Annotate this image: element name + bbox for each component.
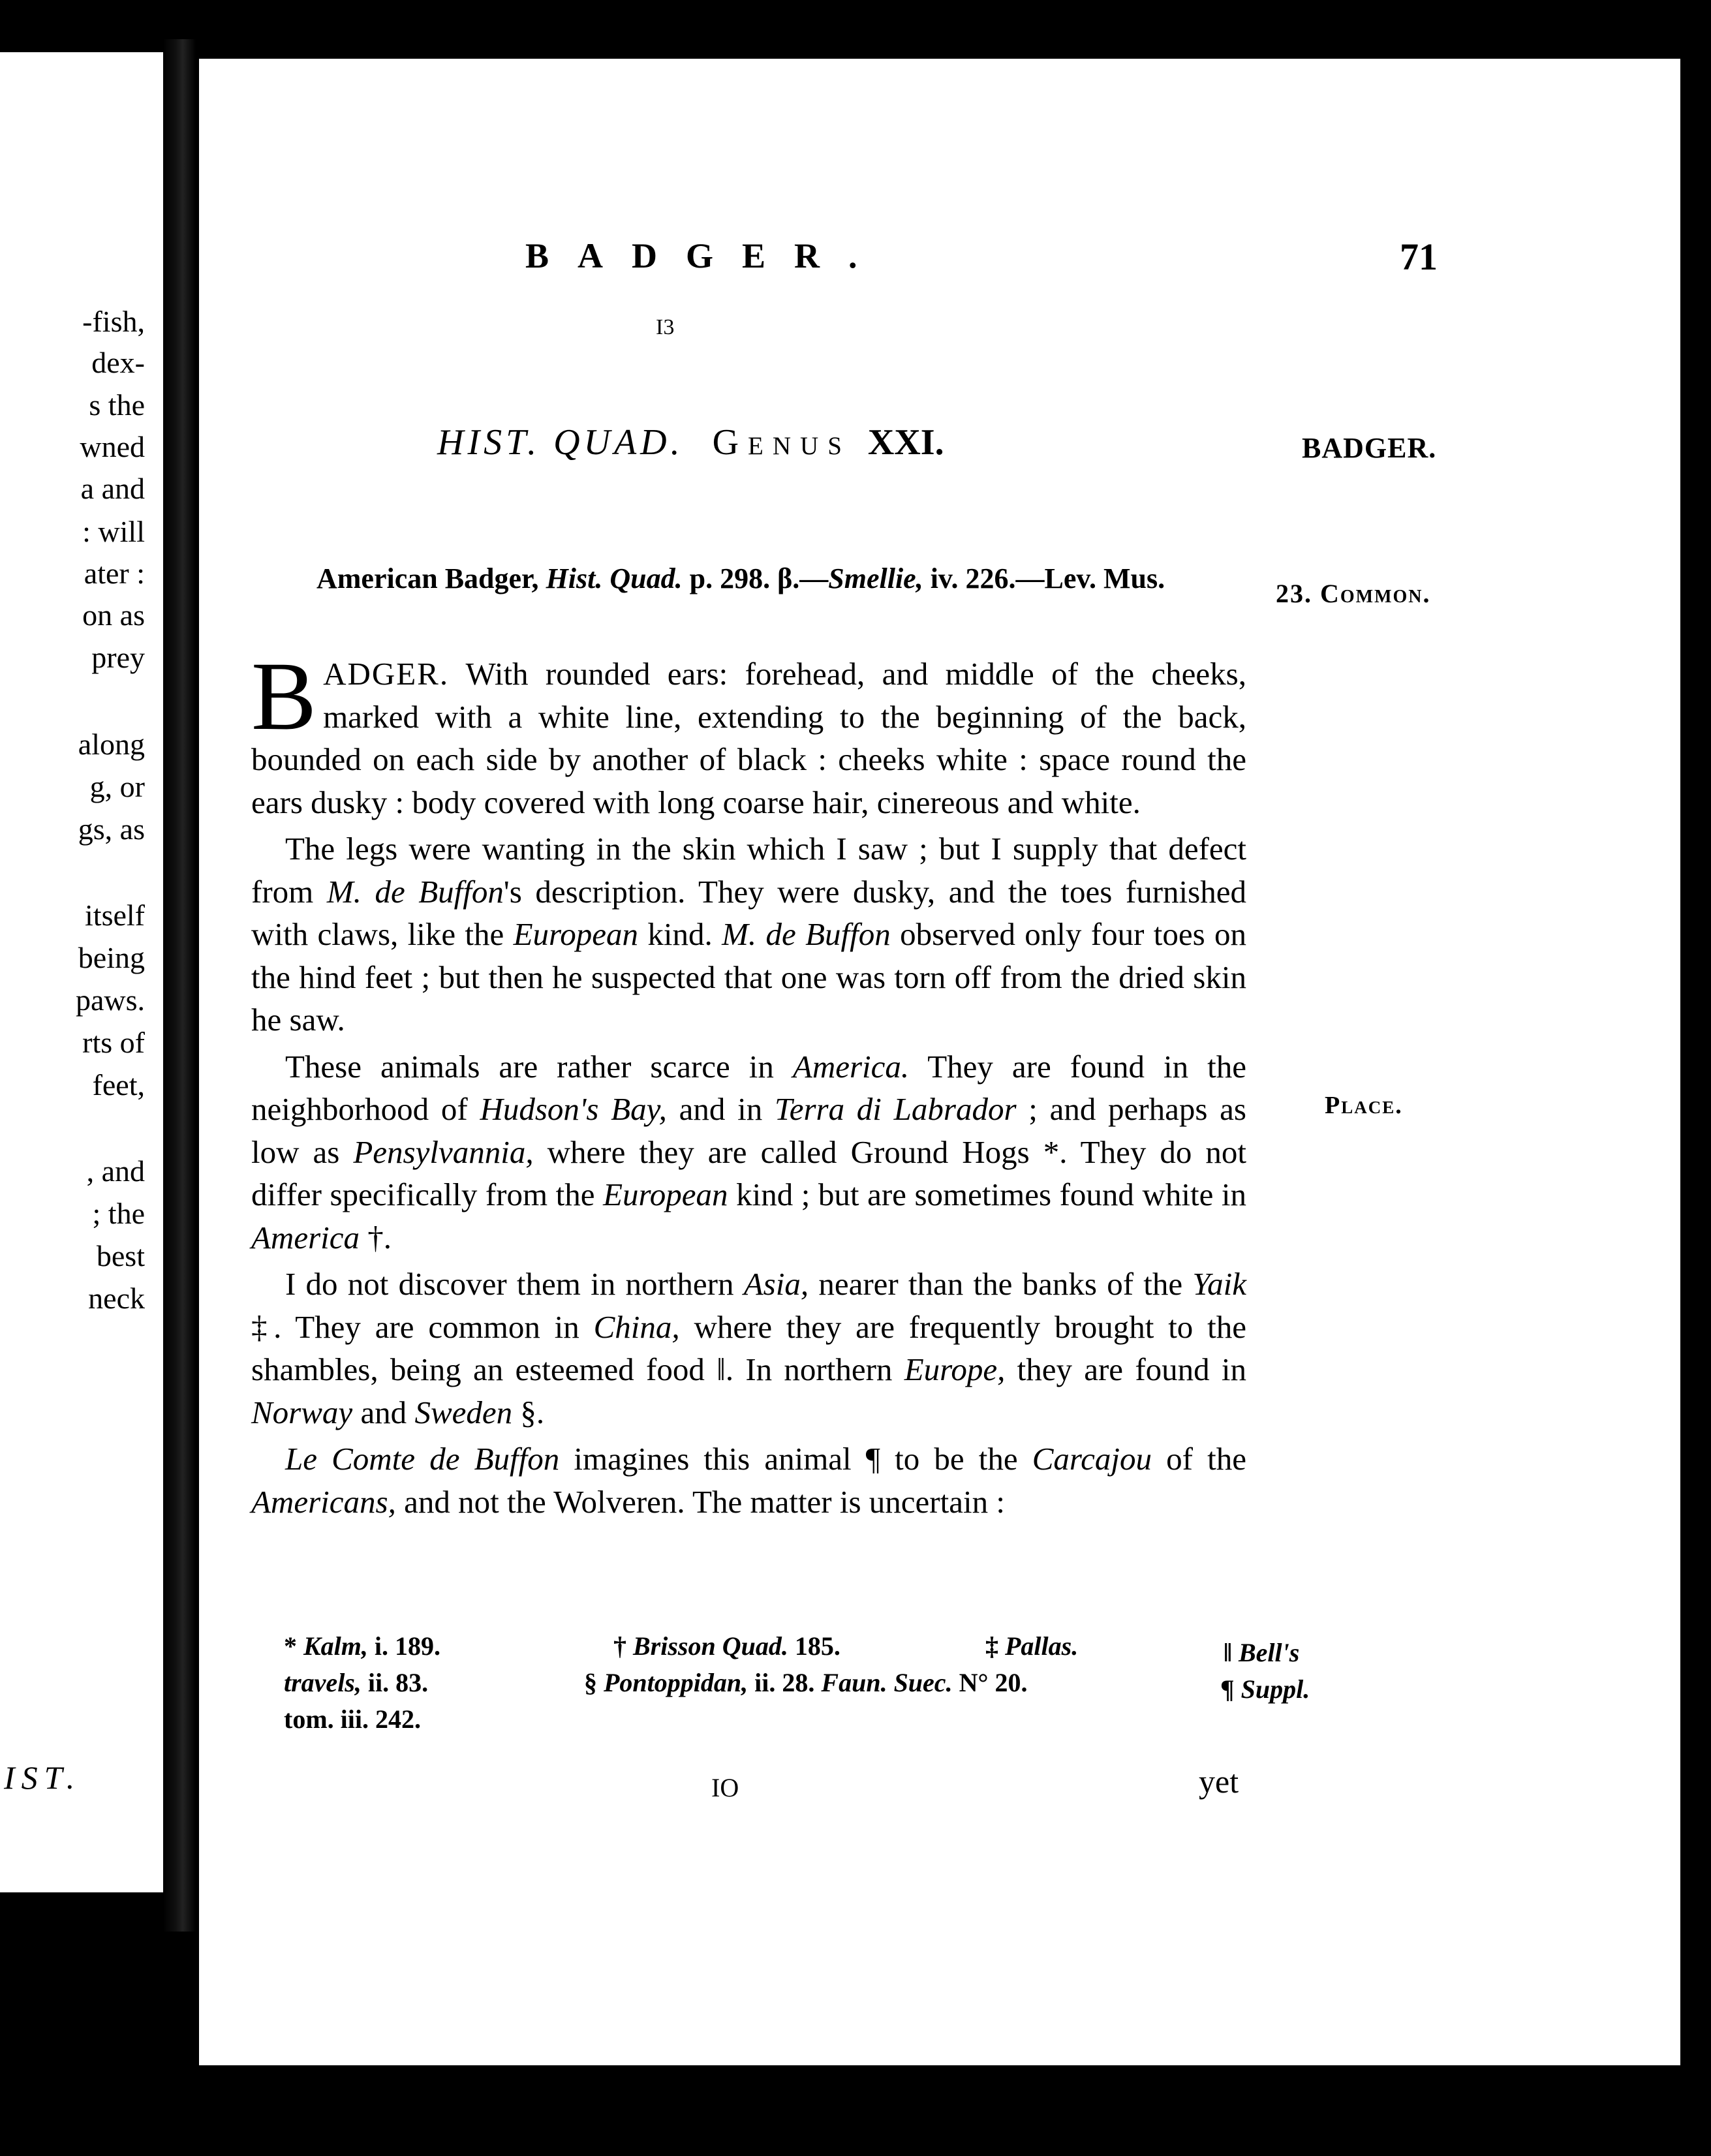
italic-run: M. de Buffon xyxy=(326,873,504,910)
footnote-italic: Suppl. xyxy=(1241,1674,1310,1704)
ink-mark: I3 xyxy=(656,315,675,339)
left-page-line: itself xyxy=(85,899,145,932)
text-run: and in xyxy=(666,1091,775,1127)
footnote-italic: Kalm, xyxy=(303,1631,368,1661)
left-page-line: along xyxy=(78,728,145,761)
footnote-text: ii. 28. xyxy=(748,1668,822,1697)
italic-run: M. de Buffon xyxy=(722,916,891,952)
margin-place-label: Place. xyxy=(1325,1092,1403,1119)
footnote-bell xyxy=(1224,1635,1299,1671)
left-page-line: wned xyxy=(80,430,145,463)
paragraph-place xyxy=(251,1045,1246,1259)
italic-run: Americans, xyxy=(251,1483,396,1520)
left-page-line: -fish, xyxy=(82,305,145,338)
italic-run: European xyxy=(603,1177,728,1212)
drop-cap: B xyxy=(251,642,317,750)
footnote-mark: § xyxy=(584,1668,604,1697)
left-page-line: paws. xyxy=(75,983,145,1017)
footnote-mark: ¶ xyxy=(1220,1674,1241,1704)
text-run: I do not discover them in northern xyxy=(285,1266,744,1302)
footnote-mark: * xyxy=(284,1631,303,1661)
text-run: §. xyxy=(512,1394,545,1430)
genus-label: Genus xyxy=(712,422,851,463)
text-run: and xyxy=(352,1394,415,1430)
text-run: With rounded ears: forehead, and middle of the cheeks, marked with a white line, extending to the beginning of the back, bounded on each side by another of black : cheeks white : space round the ears dusky : body covered with long coarse hair, cinereous and white. xyxy=(251,656,1246,820)
footnote-suppl xyxy=(1220,1671,1310,1708)
running-head: BADGER. xyxy=(525,236,886,275)
footnote-pallas xyxy=(985,1628,1078,1665)
text-run: ; and perhaps as low as xyxy=(251,1091,1246,1170)
text-run: where they are called Ground Hogs *. They do not differ specifically from the xyxy=(251,1133,1246,1212)
left-page-line: s the xyxy=(89,388,145,422)
footnote-text: i. 189. xyxy=(367,1631,441,1661)
text-run: ‡. They are common in xyxy=(251,1308,594,1345)
footnote-mark: ‡ xyxy=(985,1631,1005,1661)
margin-species-label: 23. Common. xyxy=(1276,579,1431,608)
italic-run: America. xyxy=(792,1048,910,1085)
hist-quad-label: HIST. QUAD. xyxy=(437,422,684,463)
text-run: they are found in xyxy=(1005,1351,1246,1387)
italic-run: Terra di Labrador xyxy=(774,1091,1017,1127)
footnote-italic: Faun. Suec. xyxy=(821,1668,953,1697)
footnote-italic: Pontoppidan, xyxy=(604,1668,748,1697)
left-page-line: gs, as xyxy=(78,812,145,846)
footnote-brisson xyxy=(613,1628,840,1665)
text-run: where they are frequently brought to the shambles, being an esteemed food ‖. In northern xyxy=(251,1308,1246,1387)
italic-run: Norway xyxy=(251,1394,353,1430)
text-run: and not the Wolveren. The matter is uncertain : xyxy=(395,1483,1005,1520)
body-text xyxy=(251,642,1246,1523)
left-page-line: ater : xyxy=(84,557,145,590)
footnote-text: ii. 83. xyxy=(361,1668,429,1697)
synonymy-text: American Badger, xyxy=(316,562,546,594)
left-page-line: prey xyxy=(91,641,145,674)
text-run: †. xyxy=(360,1219,392,1255)
text-run: kind ; but are sometimes found white in xyxy=(728,1177,1246,1212)
text-run: The legs were wanting in the skin which I saw ; but I supply that defect from xyxy=(251,831,1246,910)
italic-run: Carcajou xyxy=(1032,1441,1152,1477)
synonymy-italic: Smellie, xyxy=(828,562,923,594)
catchword: yet xyxy=(1199,1763,1239,1800)
left-page-line: feet, xyxy=(92,1068,145,1101)
paragraph-asia xyxy=(251,1263,1246,1434)
footnote-text: 185. xyxy=(788,1631,840,1661)
italic-run: America xyxy=(251,1219,360,1255)
margin-genus-title: BADGER. xyxy=(1302,432,1437,464)
paragraph-description xyxy=(251,642,1246,824)
footnote-italic: Bell's xyxy=(1238,1638,1300,1667)
text-run: kind. xyxy=(638,916,722,952)
footnote-tom: tom. iii. 242. xyxy=(284,1704,421,1734)
text-run: imagines this animal ¶ to be the xyxy=(559,1441,1032,1477)
paragraph-legs xyxy=(251,827,1246,1041)
left-page-line: g, or xyxy=(89,770,145,803)
italic-run: Sweden xyxy=(414,1394,513,1430)
lead-word: ADGER. xyxy=(323,656,450,692)
left-page-footer: IST. xyxy=(4,1759,82,1796)
species-synonymy xyxy=(316,564,1165,593)
synonymy-text: iv. 226.—Lev. Mus. xyxy=(923,562,1165,594)
section-heading xyxy=(437,424,944,461)
page-number: 71 xyxy=(1400,236,1438,278)
footnote-italic: Brisson Quad. xyxy=(633,1631,788,1661)
text-run: observed only four toes on the hind feet ; but then he suspected that one was torn off from the dried skin he saw. xyxy=(251,916,1246,1038)
left-page-line: a and xyxy=(80,472,145,505)
left-page-line: on as xyxy=(82,598,145,632)
footnote-pontoppidan xyxy=(584,1665,1027,1701)
footnote-text: N° 20. xyxy=(952,1668,1028,1697)
footnote-italic: Pallas. xyxy=(1005,1631,1079,1661)
main-page xyxy=(199,59,1680,2065)
footnote-italic: travels, xyxy=(284,1668,362,1697)
left-page-line: ; the xyxy=(92,1197,145,1230)
synonymy-italic: Hist. Quad. xyxy=(546,562,683,594)
synonymy-text: p. 298. β.— xyxy=(682,562,829,594)
genus-number: XXI. xyxy=(867,422,944,463)
left-page-line: : will xyxy=(82,515,145,548)
left-facing-page xyxy=(0,52,163,1892)
footnote-travels xyxy=(284,1665,428,1701)
footnote-mark: † xyxy=(613,1631,633,1661)
left-page-line: dex- xyxy=(91,346,145,379)
text-run: 's description. They were dusky, and the toes furnished with claws, like the xyxy=(251,873,1246,952)
italic-run: European xyxy=(513,916,639,952)
text-run: nearer than the banks of the xyxy=(809,1266,1193,1302)
italic-run: Yaik xyxy=(1192,1266,1246,1302)
text-run: They are found in the neighborhood of xyxy=(251,1048,1246,1127)
italic-run: Pensylvannia, xyxy=(353,1133,534,1170)
footnote-kalm xyxy=(284,1628,440,1665)
italic-run: China, xyxy=(593,1308,680,1345)
italic-run: Hudson's Bay, xyxy=(480,1091,667,1127)
footnote-mark: ‖ xyxy=(1224,1638,1239,1667)
text-run: These animals are rather scarce in xyxy=(285,1048,793,1085)
left-page-line: neck xyxy=(88,1282,145,1315)
book-gutter xyxy=(163,39,196,1932)
signature-mark: IO xyxy=(711,1773,739,1802)
left-page-line: , and xyxy=(86,1154,145,1188)
italic-run: Europe, xyxy=(904,1351,1006,1387)
italic-run: Asia, xyxy=(743,1266,809,1302)
italic-run: Le Comte de Buffon xyxy=(285,1441,560,1477)
left-page-line: best xyxy=(96,1239,145,1272)
left-page-line: rts of xyxy=(82,1026,145,1059)
left-page-line: being xyxy=(78,941,145,974)
text-run: of the xyxy=(1152,1441,1246,1477)
paragraph-buffon xyxy=(251,1438,1246,1523)
